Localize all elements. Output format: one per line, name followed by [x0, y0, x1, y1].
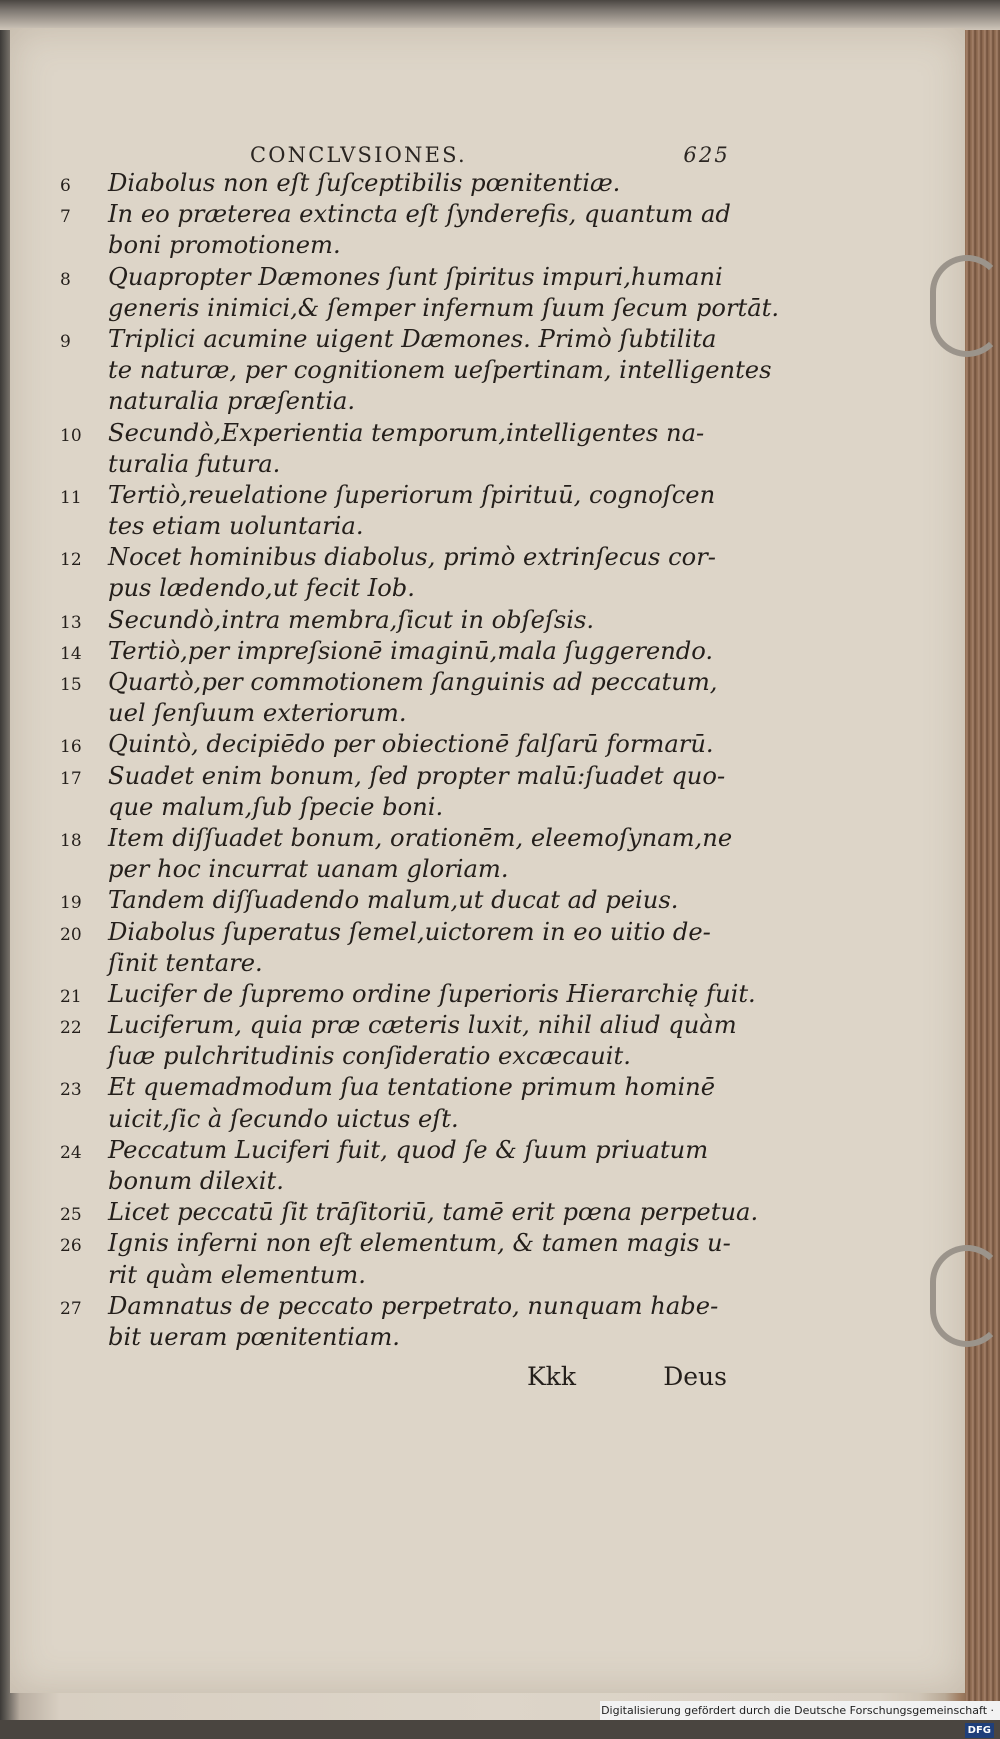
- conclusion-number: 13: [60, 612, 82, 633]
- conclusion-number: 11: [60, 487, 82, 508]
- conclusion-number: 12: [60, 550, 82, 571]
- conclusion-number: 27: [60, 1298, 82, 1319]
- text-line: [60, 1228, 740, 1259]
- line-text: Quapropter Dæmones ſunt ſpiritus impuri,humani: [108, 262, 723, 291]
- text-line: [60, 573, 740, 604]
- conclusion-number: 9: [60, 331, 71, 352]
- conclusion-number: 10: [60, 425, 82, 446]
- text-line: [60, 418, 740, 449]
- line-text: Damnatus de peccato perpetrato, nunquam habe-: [108, 1291, 719, 1320]
- conclusion-number: 18: [60, 830, 82, 851]
- page-number: 625: [683, 143, 730, 167]
- text-line: [60, 1104, 740, 1135]
- conclusion-number: 23: [60, 1080, 82, 1101]
- line-text: generis inimici,& ſemper infernum ſuum ſecum portāt.: [108, 293, 780, 322]
- line-text: Tertiò,reuelatione ſuperiorum ſpirituū, cognoſcen: [108, 480, 716, 509]
- text-line: [60, 199, 740, 230]
- text-line: [60, 1166, 740, 1197]
- text-line: [60, 1322, 740, 1353]
- text-line: [60, 1072, 740, 1103]
- line-text: tes etiam uoluntaria.: [108, 512, 364, 541]
- conclusion-number: 7: [60, 207, 71, 228]
- conclusion-number: 26: [60, 1236, 82, 1257]
- text-line: [60, 948, 740, 979]
- line-text: Item diſſuadet bonum, orationēm, eleemoſynam,ne: [108, 823, 733, 852]
- conclusion-number: 8: [60, 269, 71, 290]
- line-text: Secundò,Experientia temporum,intelligentes na-: [108, 418, 705, 447]
- page-header: [250, 143, 730, 171]
- line-text: Luciferum, quia præ cæteris luxit, nihil aliud quàm: [108, 1011, 737, 1040]
- text-line: [60, 1010, 740, 1041]
- line-text: Suadet enim bonum, ſed propter malū:ſuadet quo-: [108, 761, 726, 790]
- line-text: uicit,ſic à ſecundo uictus eſt.: [108, 1104, 459, 1133]
- running-head: CONCLVSIONES.: [250, 143, 467, 167]
- line-text: Et quemadmodum ſua tentatione primum hominē: [108, 1073, 716, 1102]
- line-text: boni promotionem.: [108, 231, 341, 260]
- signature-mark: Kkk: [527, 1362, 576, 1391]
- text-line: [60, 1260, 740, 1291]
- line-text: turalia futura.: [108, 449, 281, 478]
- conclusion-number: 22: [60, 1018, 82, 1039]
- line-text: pus lædendo,ut fecit Iob.: [108, 574, 415, 603]
- text-line: [60, 168, 740, 199]
- text-line: [60, 449, 740, 480]
- line-text: per hoc incurrat uanam gloriam.: [108, 855, 509, 884]
- catchword: Deus: [663, 1362, 727, 1391]
- line-text: Triplici acumine uigent Dæmones. Primò ſubtilita: [108, 324, 717, 353]
- text-line: [60, 324, 740, 355]
- line-text: ſinit tentare.: [108, 948, 263, 977]
- line-text: Lucifer de ſupremo ordine ſuperioris Hierarchię fuit.: [108, 979, 756, 1008]
- clasp-bottom: [930, 1245, 1000, 1347]
- scan-top-edge: [0, 0, 1000, 30]
- line-text: ſuæ pulchritudinis conſideratio excæcauit.: [108, 1042, 631, 1071]
- text-line: [60, 480, 740, 511]
- text-line: [60, 355, 772, 386]
- conclusion-number: 20: [60, 924, 82, 945]
- line-text: Quartò,per commotionem ſanguinis ad peccatum,: [108, 668, 718, 696]
- line-text: Ignis inferni non eſt elementum, & tamen magis u-: [108, 1229, 731, 1258]
- text-line: [60, 262, 740, 293]
- text-line: [60, 979, 756, 1010]
- line-text: uel ſenſuum exteriorum.: [108, 699, 407, 728]
- text-line: [60, 823, 740, 854]
- line-text: bit ueram pœnitentiam.: [108, 1322, 400, 1351]
- conclusion-number: 16: [60, 737, 82, 758]
- line-text: Peccatum Luciferi fuit, quod ſe & ſuum priuatum: [108, 1135, 709, 1164]
- text-line: [60, 386, 740, 417]
- text-line: [60, 293, 780, 324]
- text-line: [60, 605, 740, 636]
- page-footer: [527, 1362, 727, 1396]
- line-text: Licet peccatū ſit trāſitoriū, tamē erit pœna perpetua.: [108, 1198, 759, 1227]
- text-line: [60, 1135, 740, 1166]
- line-text: Secundò,intra membra,ſicut in obſeſsis.: [108, 605, 595, 634]
- dfg-logo: DFG: [965, 1723, 994, 1738]
- conclusion-number: 21: [60, 986, 82, 1007]
- line-text: Nocet hominibus diabolus, primò extrinſecus cor-: [108, 543, 716, 572]
- digitization-credit: [600, 1701, 1000, 1736]
- conclusion-number: 6: [60, 176, 71, 196]
- line-text: te naturæ, per cognitionem ueſpertinam, intelligentes: [108, 356, 772, 385]
- text-line: [60, 542, 740, 573]
- conclusion-number: 19: [60, 893, 82, 914]
- text-line: [60, 854, 740, 885]
- line-text: Tandem diſſuadendo malum,ut ducat ad peius.: [108, 886, 679, 915]
- conclusion-number: 15: [60, 675, 82, 695]
- line-text: naturalia præſentia.: [108, 387, 356, 416]
- text-line: [60, 230, 740, 261]
- credit-text: Digitalisierung gefördert durch die Deutsche Forschungsgemeinschaft ·: [601, 1704, 994, 1717]
- line-text: Diabolus non eſt ſuſceptibilis pœnitentiæ.: [108, 169, 621, 197]
- line-text: Quintò, decipiēdo per obiectionē falſarū formarū.: [108, 730, 714, 759]
- text-line: [60, 698, 740, 729]
- text-line: [60, 667, 740, 698]
- conclusion-number: 14: [60, 643, 82, 664]
- text-line: [60, 729, 740, 760]
- conclusion-number: 17: [60, 768, 82, 789]
- line-text: que malum,ſub ſpecie boni.: [108, 792, 444, 821]
- text-line: [60, 885, 740, 916]
- text-line: [60, 792, 740, 823]
- conclusion-number: 25: [60, 1205, 82, 1226]
- text-line: [60, 917, 740, 948]
- line-text: rit quàm elementum.: [108, 1260, 366, 1289]
- text-line: [60, 761, 740, 792]
- conclusion-number: 24: [60, 1142, 82, 1163]
- line-text: Tertiò,per impreſsionē imaginū,mala ſuggerendo.: [108, 636, 714, 665]
- main-text: [60, 168, 780, 1353]
- line-text: bonum dilexit.: [108, 1167, 284, 1195]
- text-line: [60, 636, 740, 667]
- text-line: [60, 1197, 759, 1228]
- line-text: Diabolus ſuperatus ſemel,uictorem in eo uitio de-: [108, 917, 711, 946]
- text-line: [60, 511, 740, 542]
- text-line: [60, 1041, 740, 1072]
- text-line: [60, 1291, 740, 1322]
- line-text: In eo præterea extincta eſt ſynderefis, quantum ad: [108, 200, 731, 229]
- clasp-top: [930, 255, 1000, 357]
